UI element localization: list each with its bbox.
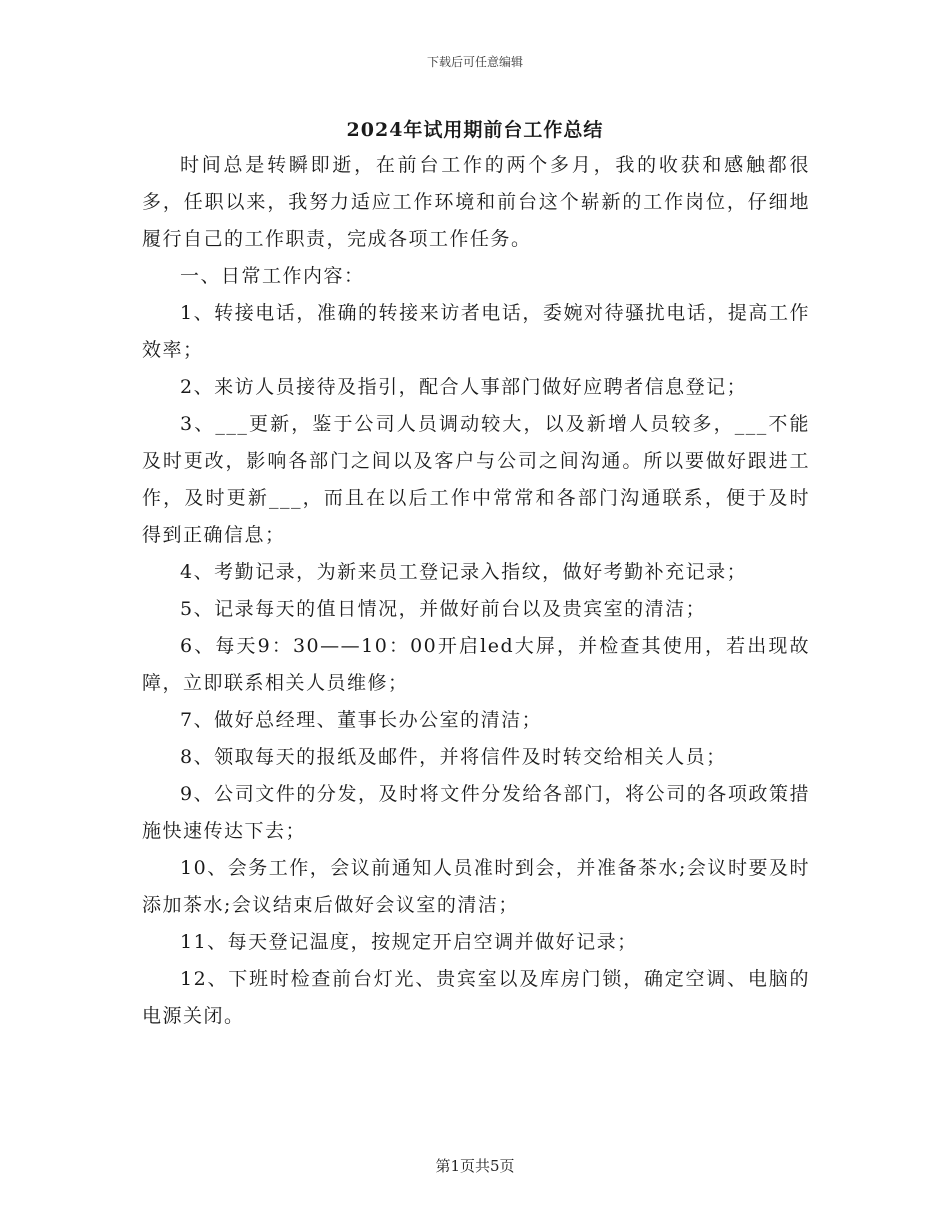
list-item-12: 12、下班时检查前台灯光、贵宾室以及库房门锁，确定空调、电脑的电源关闭。 xyxy=(142,968,810,1027)
list-item-7: 7、做好总经理、董事长办公室的清洁； xyxy=(180,709,543,731)
list-item-10: 10、会务工作，会议前通知人员准时到会，并准备茶水;会议时要及时添加茶水;会议结束后做好会议室的清洁； xyxy=(142,857,810,916)
paragraph-intro: 时间总是转瞬即逝，在前台工作的两个多月，我的收获和感触都很多，任职以来，我努力适应工作环境和前台这个崭新的工作岗位，仔细地履行自己的工作职责，完成各项工作任务。 xyxy=(142,154,810,250)
list-item-8: 8、领取每天的报纸及邮件，并将信件及时转交给相关人员； xyxy=(180,746,727,768)
page-header: 下载后可任意编辑 xyxy=(426,55,523,69)
document-body xyxy=(142,147,810,1035)
page-footer-number: 第1页共5页 xyxy=(435,1157,515,1175)
list-item-2: 2、来访人员接待及指引，配合人事部门做好应聘者信息登记； xyxy=(180,376,748,398)
list-item-6: 6、每天9：30——10：00开启led大屏，并检查其使用，若出现故障，立即联系相关人员维修； xyxy=(142,635,810,694)
list-item-4: 4、考勤记录，为新来员工登记录入指纹，做好考勤补充记录； xyxy=(180,561,748,583)
list-item-11: 11、每天登记温度，按规定开启空调并做好记录； xyxy=(180,931,638,953)
list-item-5: 5、记录每天的值日情况，并做好前台以及贵宾室的清洁； xyxy=(180,598,707,620)
list-item-9: 9、公司文件的分发，及时将文件分发给各部门，将公司的各项政策措施快速传达下去； xyxy=(142,783,810,842)
list-item-3: 3、___更新，鉴于公司人员调动较大，以及新增人员较多，___不能及时更改，影响各部门之间以及客户与公司之间沟通。所以要做好跟进工作，及时更新___，而且在以后工作中常常和各部门沟通联系，便于及时得到正确信息； xyxy=(142,413,810,546)
section-heading-daily-work: 一、日常工作内容： xyxy=(180,265,365,287)
document-title: 2024年试用期前台工作总结 xyxy=(346,119,604,141)
list-item-1: 1、转接电话，准确的转接来访者电话，委婉对待骚扰电话，提高工作效率； xyxy=(142,302,810,361)
